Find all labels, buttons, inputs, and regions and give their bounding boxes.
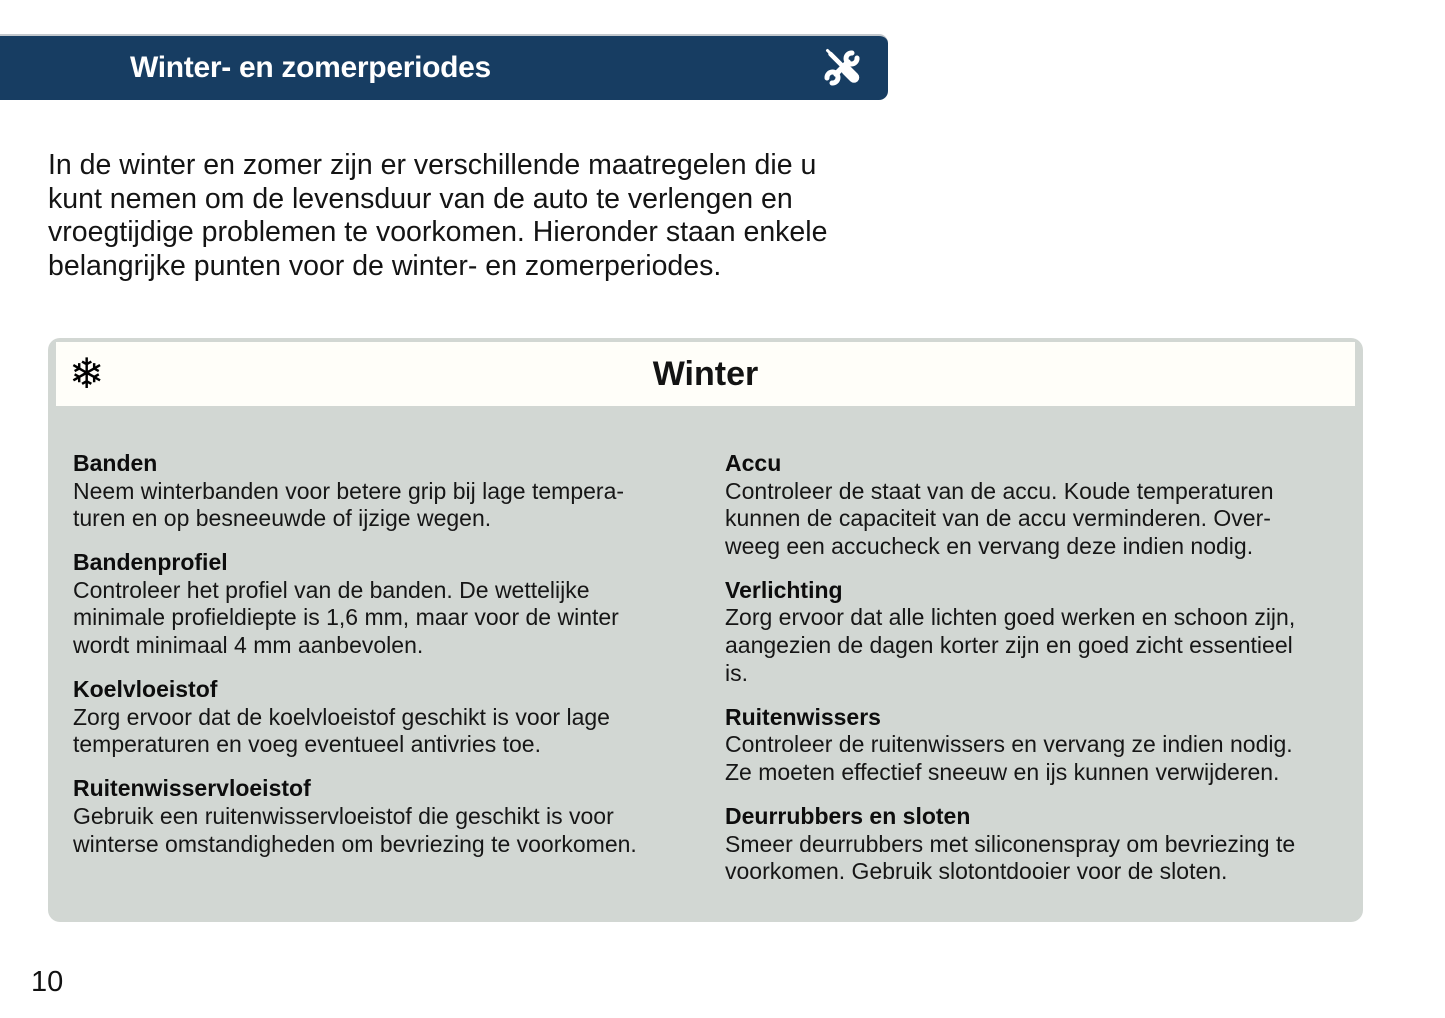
tip-section-koelvloeistof [73, 676, 661, 759]
tip-body: Neem winterbanden voor betere grip bij lage tempera-turen en op besneeuwde of ijzige wegen. [73, 477, 625, 532]
tip-heading: Bandenprofiel [73, 549, 228, 576]
tip-section-deurrubbers-en-sloten [725, 803, 1313, 886]
section-title: Winter- en zomerperiodes [130, 51, 491, 84]
tip-body: Controleer de ruitenwissers en vervang ze indien nodig. Ze moeten effectief sneeuw en ijs kunnen verwijderen. [725, 731, 1293, 785]
tip-heading: Ruitenwissers [725, 703, 881, 730]
tip-heading: Verlichting [725, 576, 843, 603]
tools-icon [820, 46, 864, 90]
tip-body: Zorg ervoor dat de koelvloeistof geschikt is voor lage temperaturen en voeg eventueel antivries toe. [73, 703, 610, 758]
page-number: 10 [31, 966, 64, 998]
tip-section-ruitenwisservloeistof [73, 775, 661, 858]
tip-section-accu [725, 450, 1313, 560]
snowflake-icon: ❄ [69, 349, 105, 398]
tip-body: Controleer het profiel van de banden. De wettelijke minimale profieldiepte is 1,6 mm, maar voor de winter wordt minimaal 4 mm aanbevolen. [73, 576, 619, 659]
tip-body: Smeer deurrubbers met siliconenspray om bevriezing te voorkomen. Gebruik slotontdooier voor de sloten. [725, 830, 1296, 885]
tip-heading: Ruitenwisservloeistof [73, 775, 311, 802]
tip-section-ruitenwissers [725, 704, 1313, 787]
tip-heading: Accu [725, 450, 782, 476]
winter-panel [48, 338, 1363, 922]
tip-body: Controleer de staat van de accu. Koude temperaturen kunnen de capaciteit van de accu verminderen. Over-weeg een accucheck en vervang deze indien nodig. [725, 477, 1274, 559]
tip-body: Zorg ervoor dat alle lichten goed werken en schoon zijn, aangezien de dagen korter zijn en goed zicht essentieel is. [725, 604, 1296, 686]
section-title-bar [0, 34, 888, 100]
tip-body: Gebruik een ruitenwisservloeistof die geschikt is voor winterse omstandigheden om bevriezing te voorkomen. [73, 803, 637, 857]
tip-section-banden [73, 450, 661, 533]
tip-section-verlichting [725, 577, 1313, 687]
winter-panel-header [56, 342, 1355, 406]
winter-panel-body [48, 406, 1363, 902]
intro-paragraph: In de winter en zomer zijn er verschillende maatregelen die u kunt nemen om de levensduur van de auto te verlengen en vroegtijdige problemen te voorkomen. Hieronder staan enkele belangrijke punten voor de winter- en zomerperiodes. [48, 149, 828, 282]
tip-heading: Deurrubbers en sloten [725, 803, 971, 830]
winter-panel-title: Winter [652, 354, 759, 393]
tip-heading: Banden [73, 450, 158, 476]
tip-heading: Koelvloeistof [73, 676, 218, 703]
winter-left-column [73, 450, 661, 902]
winter-right-column [725, 450, 1313, 902]
tip-section-bandenprofiel [73, 549, 661, 659]
